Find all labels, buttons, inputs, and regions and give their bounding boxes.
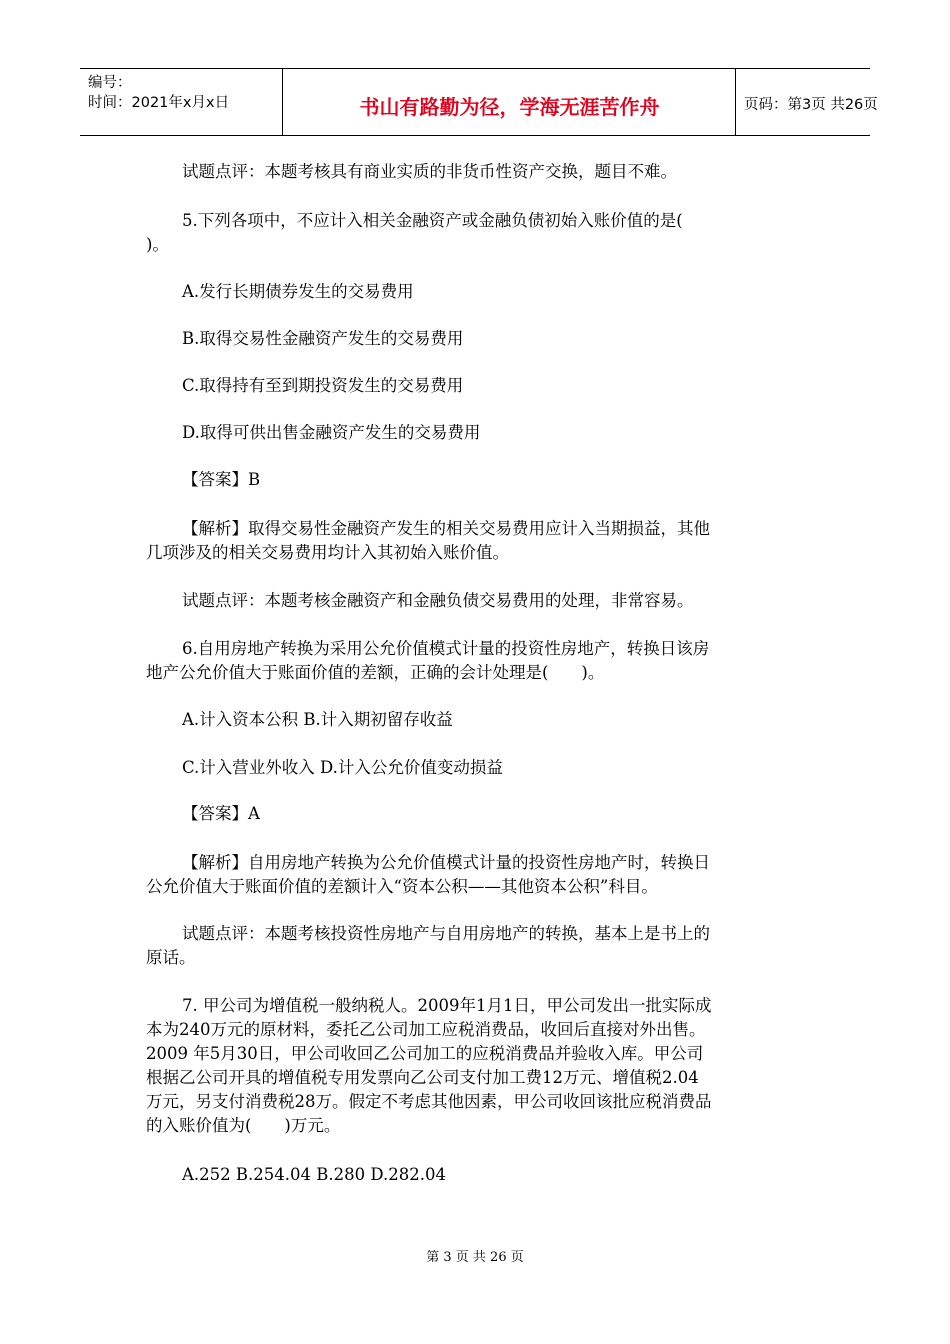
header-motto-cell [283,69,736,135]
question-6-text: 6.自用房地产转换为采用公允价值模式计量的投资性房地产，转换日该房 [182,639,710,658]
question-5-option-a: A.发行长期债券发生的交易费用 [182,282,414,301]
question-5-analysis-cont: 几项涉及的相关交易费用均计入其初始入账价值。 [146,543,509,562]
question-5-text: 5.下列各项中，不应计入相关金融资产或金融负债初始入账价值的是( [182,211,683,230]
question-7-text-cont: 2009 年5月30日，甲公司收回乙公司加工的应税消费品并验收入库。甲公司 [146,1044,704,1063]
page-header [80,68,878,136]
header-motto: 书山有路勤为径，学海无涯苦作舟 [359,95,660,119]
question-7-text-cont: 的入账价值为( )万元。 [146,1116,341,1135]
question-5-analysis: 【解析】取得交易性金融资产发生的相关交易费用应计入当期损益，其他 [182,519,710,538]
question-5-option-c: C.取得持有至到期投资发生的交易费用 [182,376,464,395]
document-number-label: 编号： [88,75,132,91]
question-7-text-cont: 本为240万元的原材料，委托乙公司加工应税消费品，收回后直接对外出售。 [146,1020,706,1039]
question-7-text-cont: 根据乙公司开具的增值税专用发票向乙公司支付加工费12万元、增值税2.04 [146,1068,699,1087]
question-6-analysis-cont: 公允价值大于账面价值的差额计入“资本公积——其他资本公积”科目。 [146,877,658,896]
question-5-option-b: B.取得交易性金融资产发生的交易费用 [182,329,464,348]
document-date: 时间：2021年x月x日 [88,95,230,111]
question-5-text-cont: )。 [146,235,169,254]
comment-paragraph-cont: 原话。 [146,948,196,967]
header-page-info: 页码：第3页 共26页 [744,97,878,113]
page-footer: 第 3 页 共 26 页 [426,1250,524,1265]
question-6-options-cd: C.计入营业外收入 D.计入公允价值变动损益 [182,758,503,777]
question-5-answer: 【答案】B [182,470,261,489]
comment-paragraph: 试题点评：本题考核投资性房地产与自用房地产的转换，基本上是书上的 [182,924,710,943]
header-meta-cell [80,69,283,135]
question-6-options-ab: A.计入资本公积 B.计入期初留存收益 [182,710,453,729]
question-7-options: A.252 B.254.04 B.280 D.282.04 [182,1165,446,1184]
question-6-analysis: 【解析】自用房地产转换为公允价值模式计量的投资性房地产时，转换日 [182,853,710,872]
question-6-text-cont: 地产公允价值大于账面价值的差额，正确的会计处理是( )。 [146,663,605,682]
question-7-text-cont: 万元，另支付消费税28万。假定不考虑其他因素，甲公司收回该批应税消费品 [146,1092,712,1111]
header-page-cell [736,69,878,135]
question-5-option-d: D.取得可供出售金融资产发生的交易费用 [182,423,481,442]
comment-paragraph: 试题点评：本题考核具有商业实质的非货币性资产交换，题目不难。 [182,162,677,181]
comment-paragraph: 试题点评：本题考核金融资产和金融负债交易费用的处理，非常容易。 [182,591,694,610]
question-6-answer: 【答案】A [182,804,260,823]
question-7-text: 7. 甲公司为增值税一般纳税人。2009年1月1日，甲公司发出一批实际成 [182,996,712,1015]
